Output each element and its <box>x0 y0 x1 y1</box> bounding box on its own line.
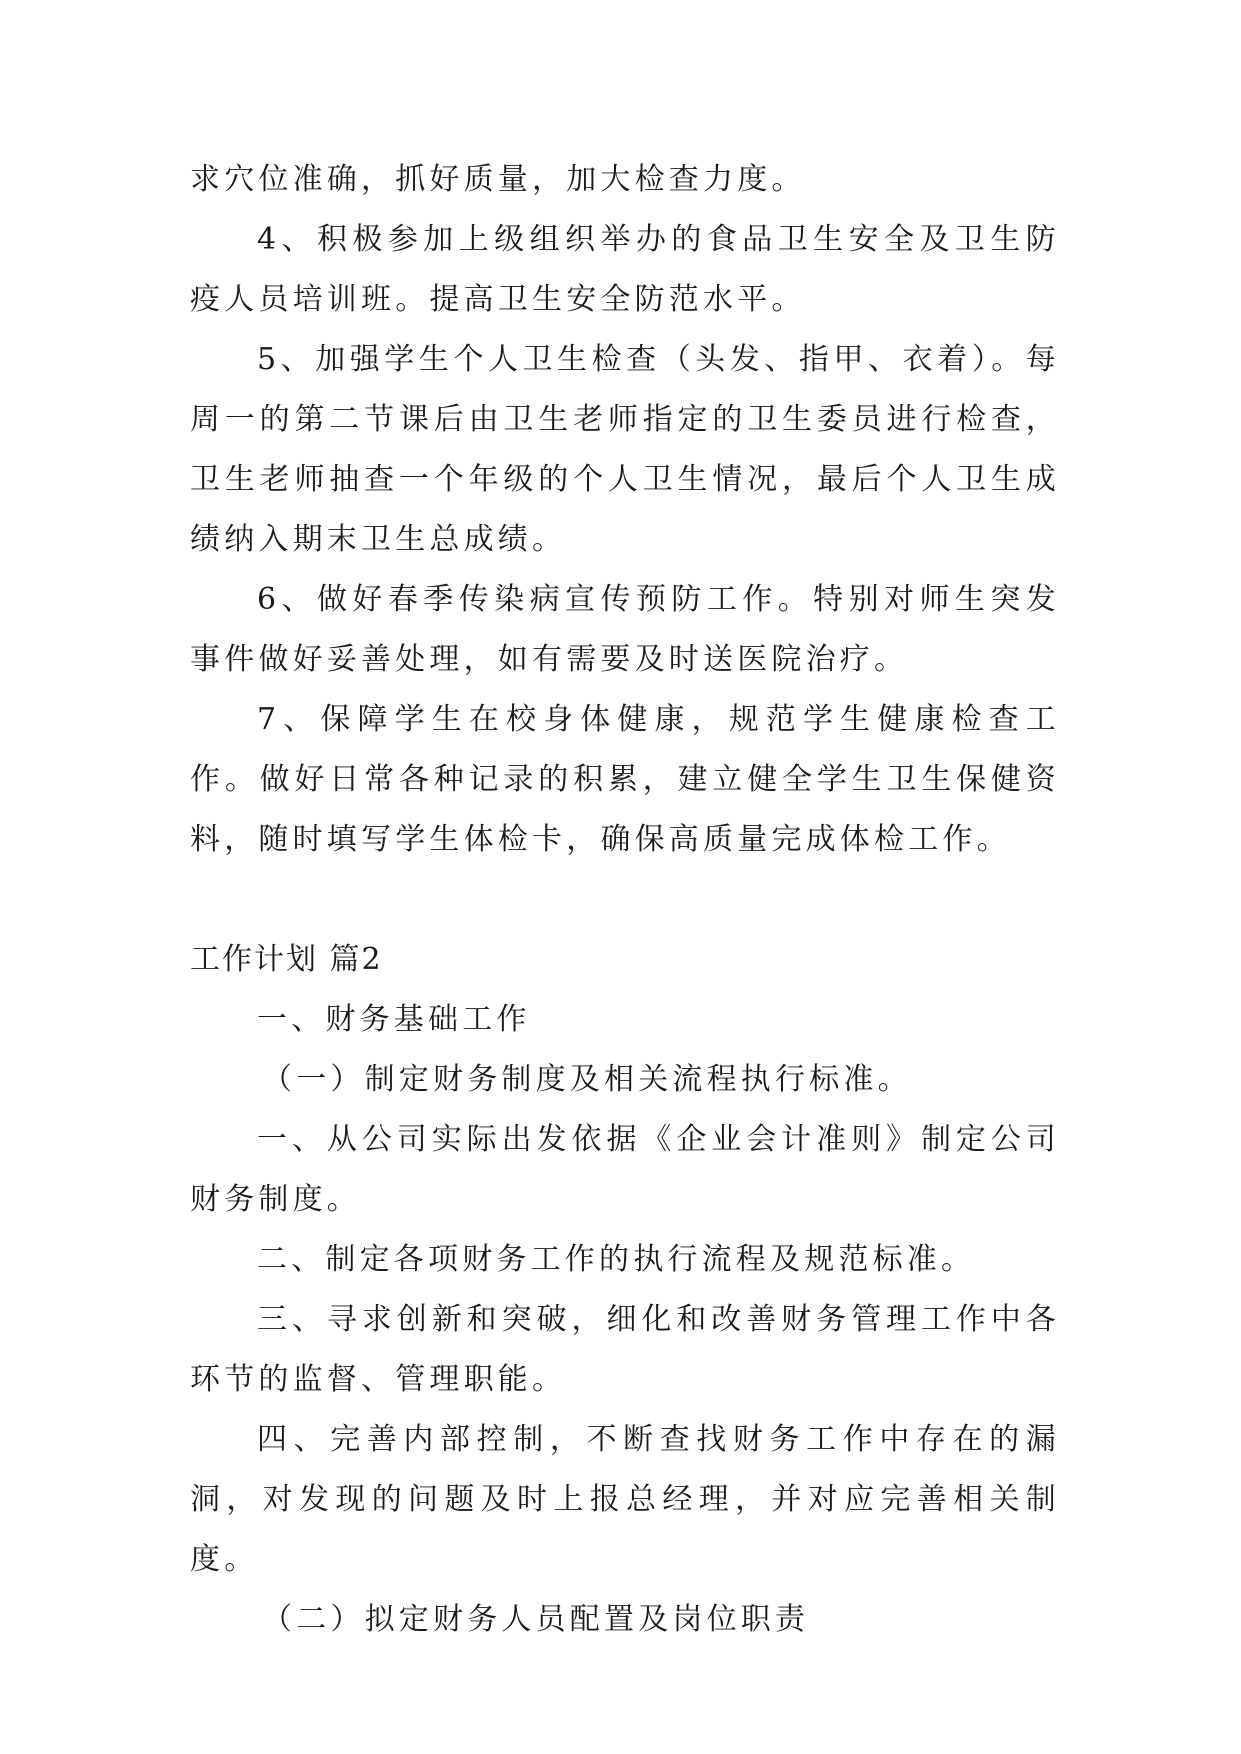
item-5-paragraph: 5、加强学生个人卫生检查（头发、指甲、衣着）。每周一的第二节课后由卫生老师指定的卫生委员进行检查，卫生老师抽查一个年级的个人卫生情况，最后个人卫生成绩纳入期末卫生总成绩。 <box>190 342 1060 557</box>
heading-finance-basics: 一、财务基础工作 <box>257 1002 531 1037</box>
subheading-2: （二）拟定财务人员配置及岗位职责 <box>262 1602 810 1637</box>
document-page <box>190 150 1060 1650</box>
item-6-paragraph: 6、做好春季传染病宣传预防工作。特别对师生突发事件做好妥善处理，如有需要及时送医院治疗。 <box>190 582 1060 677</box>
section-title: 工作计划 篇2 <box>190 942 383 977</box>
item-7-paragraph: 7、保障学生在校身体健康，规范学生健康检查工作。做好日常各种记录的积累，建立健全学生卫生保健资料，随时填写学生体检卡，确保高质量完成体检工作。 <box>190 702 1060 857</box>
finance-item-4: 四、完善内部控制，不断查找财务工作中存在的漏洞，对发现的问题及时上报总经理，并对应完善相关制度。 <box>190 1422 1060 1577</box>
finance-item-3: 三、寻求创新和突破，细化和改善财务管理工作中各环节的监督、管理职能。 <box>190 1302 1060 1397</box>
continuation-paragraph: 求穴位准确，抓好质量，加大检查力度。 <box>190 162 806 197</box>
finance-item-1: 一、从公司实际出发依据《企业会计准则》制定公司财务制度。 <box>190 1122 1060 1217</box>
finance-item-2: 二、制定各项财务工作的执行流程及规范标准。 <box>257 1242 976 1277</box>
subheading-1: （一）制定财务制度及相关流程执行标准。 <box>262 1062 912 1097</box>
item-4-paragraph: 4、积极参加上级组织举办的食品卫生安全及卫生防疫人员培训班。提高卫生安全防范水平。 <box>190 222 1060 317</box>
section-spacer <box>190 870 1060 930</box>
